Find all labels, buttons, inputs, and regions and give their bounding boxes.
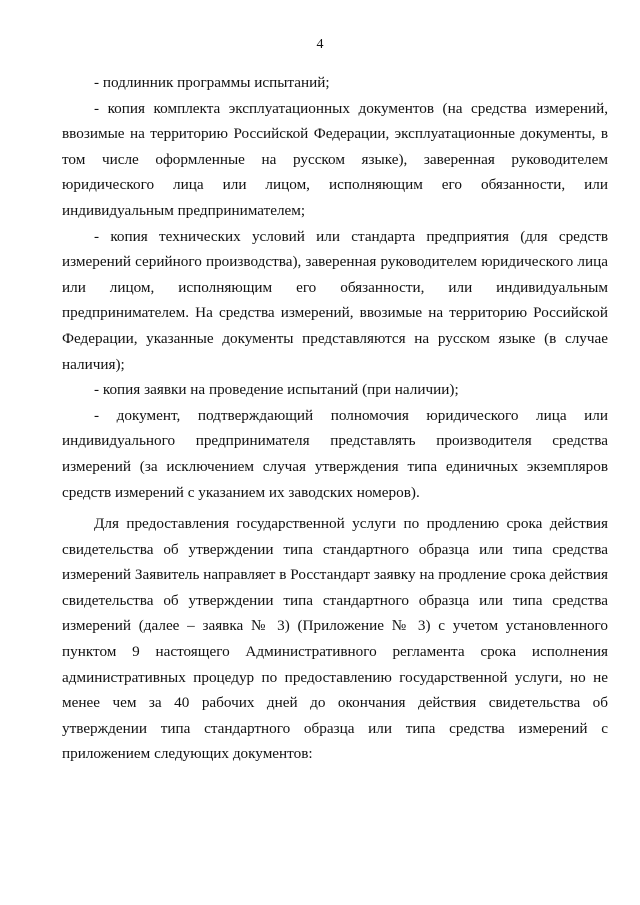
list-item-test-program-original: - подлинник программы испытаний; bbox=[94, 74, 330, 91]
list-item-test-request-copy: - копия заявки на проведение испытаний (при наличии); bbox=[94, 381, 459, 399]
page-number: 4 bbox=[316, 37, 324, 52]
list-item-authority-document: - документ, подтверждающий полномочия юридического лица или индивидуального предпринимателя представлять производителя средства измерений (за исключением случая утверждения типа единичных экземпляров средств измерений с указанием их заводских номеров). bbox=[62, 406, 608, 501]
list-item-technical-conditions-copy: - копия технических условий или стандарта предприятия (для средств измерений серийного производства), заверенная руководителем юридического лица или лицом, исполняющим его обязанности, или индивидуальным предпринимателем. На средства измерений, ввозимые на территорию Российской Федерации, указанные документы представляются на русском языке (в случае наличия); bbox=[62, 227, 608, 373]
document-body bbox=[62, 70, 608, 767]
list-item-operational-documents-copy: - копия комплекта эксплуатационных документов (на средства измерений, ввозимые на территорию Российской Федерации, эксплуатационные документы, в том числе оформленные на русском языке), заверенная руководителем юридического лица или лицом, исполняющим его обязанности, или индивидуальным предпринимателем; bbox=[62, 99, 608, 219]
paragraph-extension-procedure: Для предоставления государственной услуги по продлению срока действия свидетельства об утверждении типа стандартного образца или типа средства измерений Заявитель направляет в Росстандарт заявку на продление срока действия свидетельства об утверждении типа стандартного образца или типа средства измерений (далее – заявка № 3) (Приложение № 3) с учетом установленного пунктом 9 настоящего Административного регламента срока исполнения административных процедур по предоставлению государственной услуги, но не менее чем за 40 рабочих дней до окончания действия свидетельства об утверждении типа стандартного образца или типа средства измерений с приложением следующих документов: bbox=[62, 515, 608, 763]
